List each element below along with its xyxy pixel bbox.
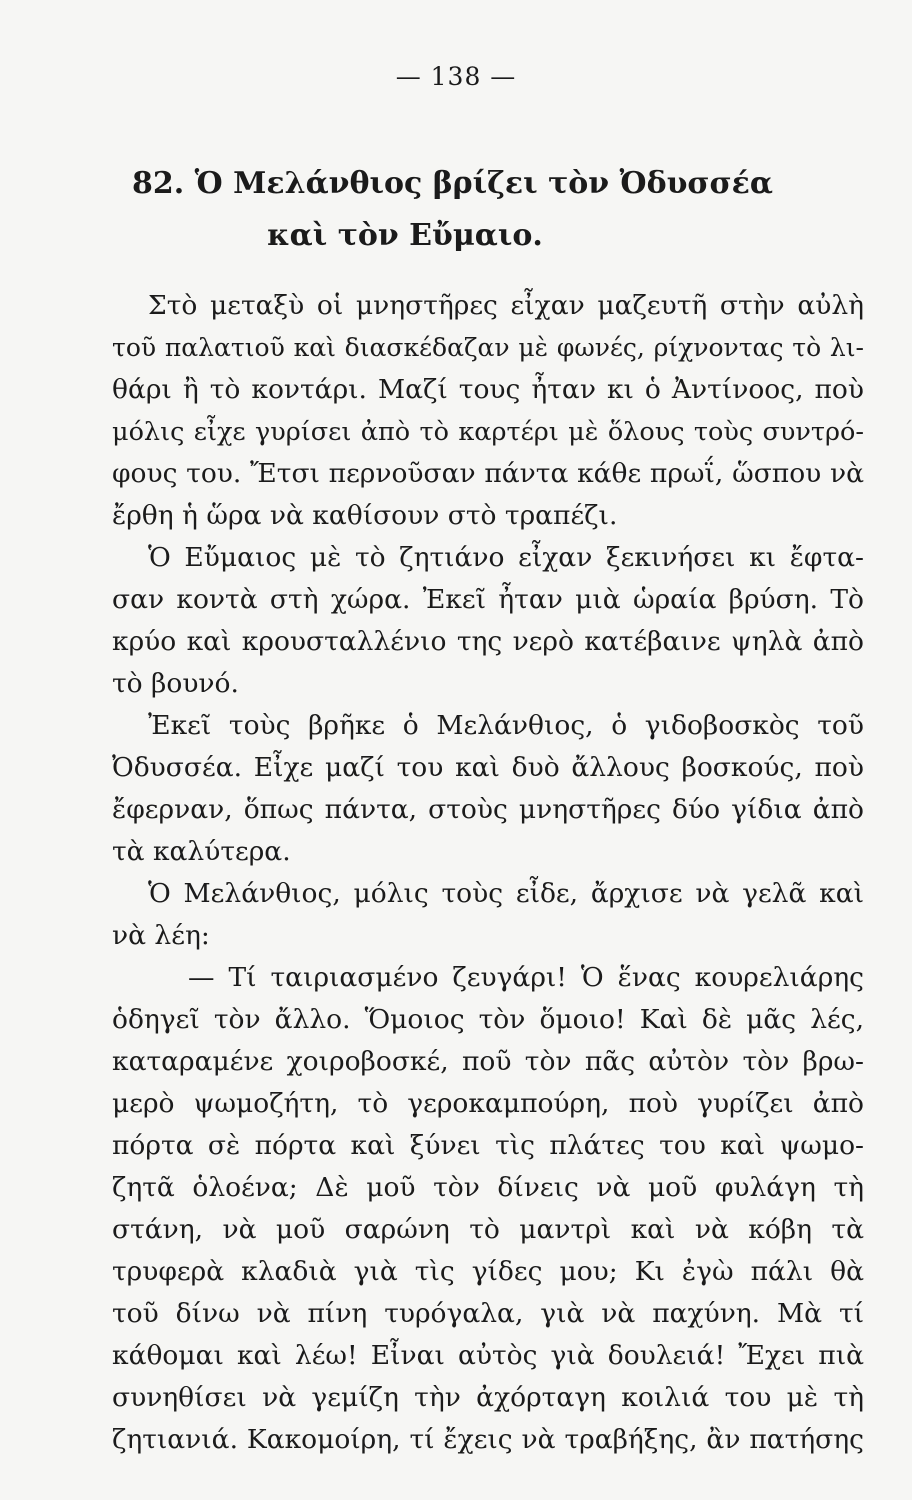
text-line: καταραμένε χοιροβοσκέ, ποῦ τὸν πᾶς αὐτὸν τὸν βρω- <box>112 1046 864 1077</box>
text-line: ἔφερναν, ὅπως πάντα, στοὺς μνηστῆρες δύο γίδια ἀπὸ <box>112 794 864 825</box>
text-line: Ἐκεῖ τοὺς βρῆκε ὁ Μελάνθιος, ὁ γιδοβοσκὸς τοῦ <box>148 710 864 741</box>
chapter-heading-line-1: 82. Ὁ Μελάνθιος βρίζει τὸν Ὀδυσσέα <box>132 166 773 201</box>
text-line: τὰ καλύτερα. <box>112 836 291 867</box>
text-line: μερὸ ψωμοζήτη, τὸ γεροκαμπούρη, ποὺ γυρίζει ἀπὸ <box>112 1088 864 1119</box>
text-line: φους του. Ἔτσι περνοῦσαν πάντα κάθε πρωΐ, ὥσπου νὰ <box>112 458 864 489</box>
text-line: μόλις εἶχε γυρίσει ἀπὸ τὸ καρτέρι μὲ ὅλους τοὺς συντρό- <box>112 417 864 447</box>
text-line: τοῦ παλατιοῦ καὶ διασκέδαζαν μὲ φωνές, ρίχνοντας τὸ λι- <box>112 333 864 362</box>
text-line: θάρι ἢ τὸ κοντάρι. Μαζί τους ἦταν κι ὁ Ἀντίνοος, ποὺ <box>112 374 864 405</box>
chapter-heading-line-2: καὶ τὸν Εὔμαιο. <box>267 218 543 253</box>
text-line: ὁδηγεῖ τὸν ἄλλο. Ὅμοιος τὸν ὅμοιο! Καὶ δὲ μᾶς λές, <box>112 1004 864 1035</box>
text-line: τοῦ δίνω νὰ πίνη τυρόγαλα, γιὰ νὰ παχύνη. Μὰ τί <box>112 1298 864 1329</box>
text-line: ἔρθη ἡ ὥρα νὰ καθίσουν στὸ τραπέζι. <box>112 500 618 531</box>
text-line: — Τί ταιριασμένο ζευγάρι! Ὁ ἕνας κουρελιάρης <box>188 962 864 993</box>
text-line: τρυφερὰ κλαδιὰ γιὰ τὶς γίδες μου; Κι ἐγὼ πάλι θὰ <box>112 1256 864 1287</box>
page-number: — 138 — <box>395 62 517 91</box>
chapter-heading <box>120 158 820 262</box>
text-line: κρύο καὶ κρουσταλλένιο της νερὸ κατέβαινε ψηλὰ ἀπὸ <box>112 626 864 657</box>
text-line: Ὁ Μελάνθιος, μόλις τοὺς εἶδε, ἄρχισε νὰ γελᾶ καὶ <box>148 878 864 909</box>
text-line: Στὸ μεταξὺ οἱ μνηστῆρες εἶχαν μαζευτῆ στὴν αὐλὴ <box>148 290 864 321</box>
text-line: πόρτα σὲ πόρτα καὶ ξύνει τὶς πλάτες του καὶ ψωμο- <box>112 1130 864 1161</box>
text-line: Ὁ Εὔμαιος μὲ τὸ ζητιάνο εἶχαν ξεκινήσει κι ἔφτα- <box>148 542 864 573</box>
text-line: ζητιανιά. Κακομοίρη, τί ἔχεις νὰ τραβήξης, ἂν πατήσης <box>112 1424 864 1455</box>
text-line: στάνη, νὰ μοῦ σαρώνη τὸ μαντρὶ καὶ νὰ κόβη τὰ <box>112 1214 864 1245</box>
text-line: σαν κοντὰ στὴ χώρα. Ἐκεῖ ἦταν μιὰ ὡραία βρύση. Τὸ <box>112 584 864 615</box>
text-line: τὸ βουνό. <box>112 668 239 699</box>
text-line: συνηθίσει νὰ γεμίζη τὴν ἀχόρταγη κοιλιά του μὲ τὴ <box>112 1382 864 1413</box>
text-line: νὰ λέη: <box>112 920 210 951</box>
text-line: κάθομαι καὶ λέω! Εἶναι αὐτὸς γιὰ δουλειά! Ἔχει πιὰ <box>112 1340 864 1371</box>
text-line: ζητᾶ ὁλοένα; Δὲ μοῦ τὸν δίνεις νὰ μοῦ φυλάγη τὴ <box>112 1172 864 1203</box>
text-line: Ὀδυσσέα. Εἶχε μαζί του καὶ δυὸ ἄλλους βοσκούς, ποὺ <box>112 752 864 783</box>
